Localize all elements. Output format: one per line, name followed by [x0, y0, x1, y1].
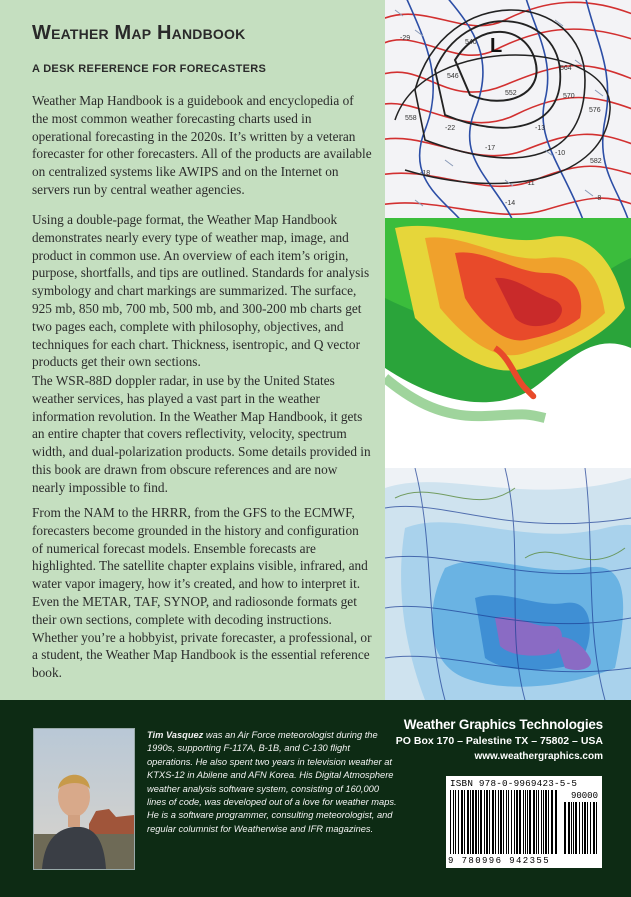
radar-image [385, 218, 631, 468]
svg-text:-10: -10 [555, 150, 566, 157]
surface-analysis-image [385, 468, 631, 700]
svg-text:-13: -13 [535, 125, 546, 132]
isbn-barcode [446, 776, 602, 868]
svg-text:-17: -17 [485, 145, 496, 152]
svg-text:-14: -14 [505, 200, 516, 207]
svg-text:558: 558 [405, 115, 417, 122]
isbn-number: ISBN 978-0-9969423-5-5 [450, 778, 578, 789]
svg-text:-29: -29 [400, 35, 411, 42]
paragraph-intro: Weather Map Handbook is a guidebook and encyclopedia of the most common weather forecasting charts used in operational forecasting in the 2020s. It’s written by a veteran forecaster for other forecasters. All of the products are available on centralized systems like AWIPS and on the Internet on servers run by central weather agencies. [32, 93, 372, 197]
svg-text:540: 540 [465, 39, 477, 46]
book-title: Weather Map Handbook [32, 22, 246, 44]
svg-text:-11: -11 [525, 180, 535, 187]
svg-text:-18: -18 [420, 170, 431, 177]
author-photo [33, 728, 135, 870]
author-name: Tim Vasquez [147, 730, 204, 740]
upper-air-map-image [385, 0, 631, 218]
weather-image-strip [385, 0, 631, 700]
barcode-bars [446, 776, 602, 868]
publisher-block [353, 717, 603, 762]
paragraph-models: From the NAM to the HRRR, from the GFS to the ECMWF, forecasters become grounded in the history and configuration of numerical forecast models. Ensemble forecasts are highlighted. The satellite chapter explains visible, infrared, and water vapor imagery, how it’s created, and how to interpret it. Even the METAR, TAF, SYNOP, and radiosonde formats get their own sections, complete with decoding instructions. Whether you’re a hobbyist, private forecaster, a professional, or a student, the Weather Map Handbook is the essential reference book. [32, 505, 372, 681]
book-subtitle: A DESK REFERENCE FOR FORECASTERS [32, 63, 267, 75]
svg-text:564: 564 [560, 65, 572, 72]
svg-text:-8: -8 [595, 195, 602, 202]
paragraph-format: Using a double-page format, the Weather Map Handbook demonstrates nearly every type of weather map, image, and product in common use. An overview of each item’s origin, purpose, shortfalls, and tips are outlined. Standards for analysis symbology and chart markings are summarized. The surface, 925 mb, 850 mb, 700 mb, 500 mb, and 300-200 mb charts get two pages each, complete with philosophy, objectives, and techniques for each chart. Thickness, isentropic, and Q vector products get their own sections. [32, 212, 370, 370]
svg-text:552: 552 [505, 90, 517, 97]
price-code: 90000 [570, 791, 598, 801]
svg-text:582: 582 [590, 158, 602, 165]
svg-text:570: 570 [563, 93, 575, 100]
author-bio-text: was an Air Force meteorologist during the 1990s, supporting F-117A, B-1B, and C-130 flight operations. He also spent two years in television weather at KTXS-12 in Abilene and AFN Korea. His Digital Atmosphere weather analysis software system, consisting of 160,000 lines of code, was developed out of a love for weather maps. He is a software programmer, consulting meteorologist, and regular columnist for Weatherwise and IFR magazines. [147, 730, 397, 834]
low-pressure-symbol: L [490, 35, 503, 57]
publisher-website: www.weathergraphics.com [474, 751, 603, 762]
paragraph-radar: The WSR-88D doppler radar, in use by the United States weather services, has played a vast part in the weather information revolution. In the Weather Map Handbook, it gets an entire chapter that covers reflectivity, velocity, spectrum width, and dual-polarization products. Some details provided in this book are drawn from obscure references and are now nearly impossible to find. [32, 373, 371, 495]
publisher-address: PO Box 170 – Palestine TX – 75802 – USA [395, 735, 603, 747]
publisher-name: Weather Graphics Technologies [403, 717, 603, 732]
svg-text:-22: -22 [445, 125, 456, 132]
ean-digits: 9 780996 942355 [448, 856, 551, 866]
svg-text:546: 546 [447, 73, 459, 80]
svg-text:576: 576 [589, 107, 601, 114]
